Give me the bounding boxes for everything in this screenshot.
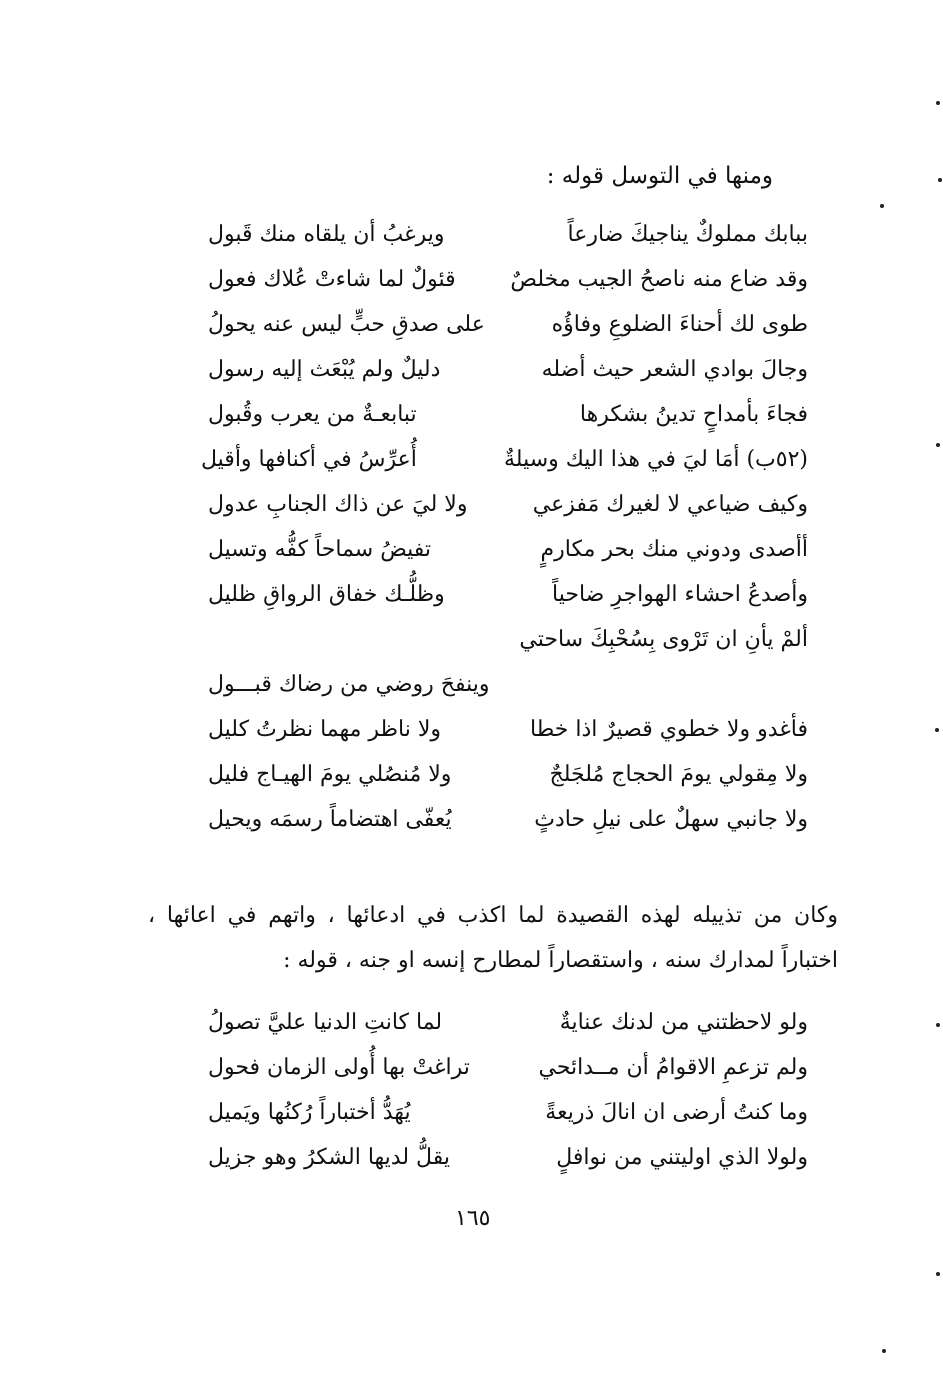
second-hemistich: وظلُّـك خفاق الرواقِ ظليل [208,582,445,607]
first-hemistich: وجالَ بوادي الشعر حيث أضله [541,357,808,382]
scan-speck [935,728,939,732]
poem-line [208,807,808,847]
second-hemistich: تراغتْ بها أُولى الزمان فحول [208,1055,470,1080]
poem-line [208,1145,808,1185]
poem-line [201,447,808,487]
second-hemistich: على صدقِ حبٍّ ليس عنه يحولُ [208,312,485,337]
second-hemistich: يقلُّ لديها الشكرُ وهو جزيل [208,1145,450,1170]
first-hemistich: ولولا الذي اوليتني من نوافلٍ [556,1145,808,1170]
second-hemistich: أُعرِّسُ في أكنافها وأقيل [201,447,417,472]
scan-speck [936,1272,940,1276]
second-hemistich: ولا مُنصُلي يومَ الهيـاج فليل [208,762,452,787]
poem-line [208,582,808,622]
poem-line [208,312,808,352]
scan-speck [936,1023,940,1027]
first-hemistich: ولا مِقولي يومَ الحجاج مُلجَلجٌ [549,762,808,787]
second-hemistich: ولا ناظر مهما نظرتُ كليل [208,717,442,742]
second-hemistich: ولا ليَ عن ذاك الجنابِ عدول [208,492,468,517]
poem-line [208,357,808,397]
second-hemistich: قئولٌ لما شاءتْ عُلاك فعول [208,267,456,292]
first-hemistich: طوى لك أحناءَ الضلوعِ وفاؤُه [551,312,808,337]
poem-line [208,762,808,802]
first-hemistich: فأغدو ولا خطوي قصيرٌ اذا خطا [529,717,808,742]
poem-line [208,537,808,577]
scan-speck [936,101,940,105]
poem-line-first-half: ألمْ يأنِ ان تَرْوى بِسُحْبِكَ ساحتي [519,627,808,652]
second-hemistich: تفيضُ سماحاً كفُّه وتسيل [208,537,432,562]
first-hemistich: ولا جانبي سهلٌ على نيلِ حادثٍ [534,807,808,832]
first-hemistich: ببابك مملوكٌ يناجيكَ ضارعاً [567,222,808,247]
page-number: ١٦٥ [455,1206,491,1231]
poem-line [208,267,808,307]
first-hemistich: أأصدى ودوني منك بحر مكارمٍ [540,537,808,562]
first-hemistich: وكيف ضياعي لا لغيرك مَفزعي [532,492,808,517]
second-hemistich: يُهَدُّ أختباراً رُكنُها ويَميل [208,1100,411,1125]
poem-line [208,1100,808,1140]
poem-line [208,1055,808,1095]
first-hemistich: وقد ضاع منه ناصحُ الجيب مخلصٌ [510,267,808,292]
prose-paragraph: وكان من تذييله لهذه القصيدة لما اكذب في ادعائها ، واتهم في اعائها ، اختباراً لمدارك سنه ، واستقصاراً لمطارح إنسه او جنه ، قوله : [148,903,838,973]
scan-speck [936,443,940,447]
first-hemistich: فجاءَ بأمداحٍ تدينُ بشكرها [579,402,808,427]
poem-line [208,717,808,757]
first-hemistich: (٥٢ب) أمَا ليَ في هذا اليك وسيلةٌ [503,447,808,472]
poem-line-second-half: وينفحَ روضي من رضاك قبـــول [208,672,490,697]
second-hemistich: لما كانتِ الدنيا عليَّ تصولُ [208,1010,443,1035]
second-hemistich: تبابعـةٌ من يعرب وقُبول [208,402,417,427]
scan-speck [882,1349,886,1353]
scan-speck [938,178,942,182]
second-hemistich: ويرغبُ أن يلقاه منك قَبول [208,222,445,247]
scan-speck [880,204,884,208]
section-heading: ومنها في التوسل قوله : [546,163,773,189]
first-hemistich: وأصدعُ احشاء الهواجرِ ضاحياً [552,582,808,607]
second-hemistich: يُعفّى اهتضاماً رسمَه ويحيل [208,807,452,832]
poem-line [208,1010,808,1050]
poem-line [208,492,808,532]
poem-line [208,222,808,262]
first-hemistich: وما كنتُ أرضى ان انالَ ذريعةً [545,1100,808,1125]
poem-line [208,402,808,442]
second-hemistich: دليلٌ ولم يُبْعَث إليه رسول [208,357,441,382]
first-hemistich: ولو لاحظتني من لدنك عنايةٌ [559,1010,808,1035]
first-hemistich: ولم تزعمِ الاقوامُ أن مــدائحي [538,1055,808,1080]
